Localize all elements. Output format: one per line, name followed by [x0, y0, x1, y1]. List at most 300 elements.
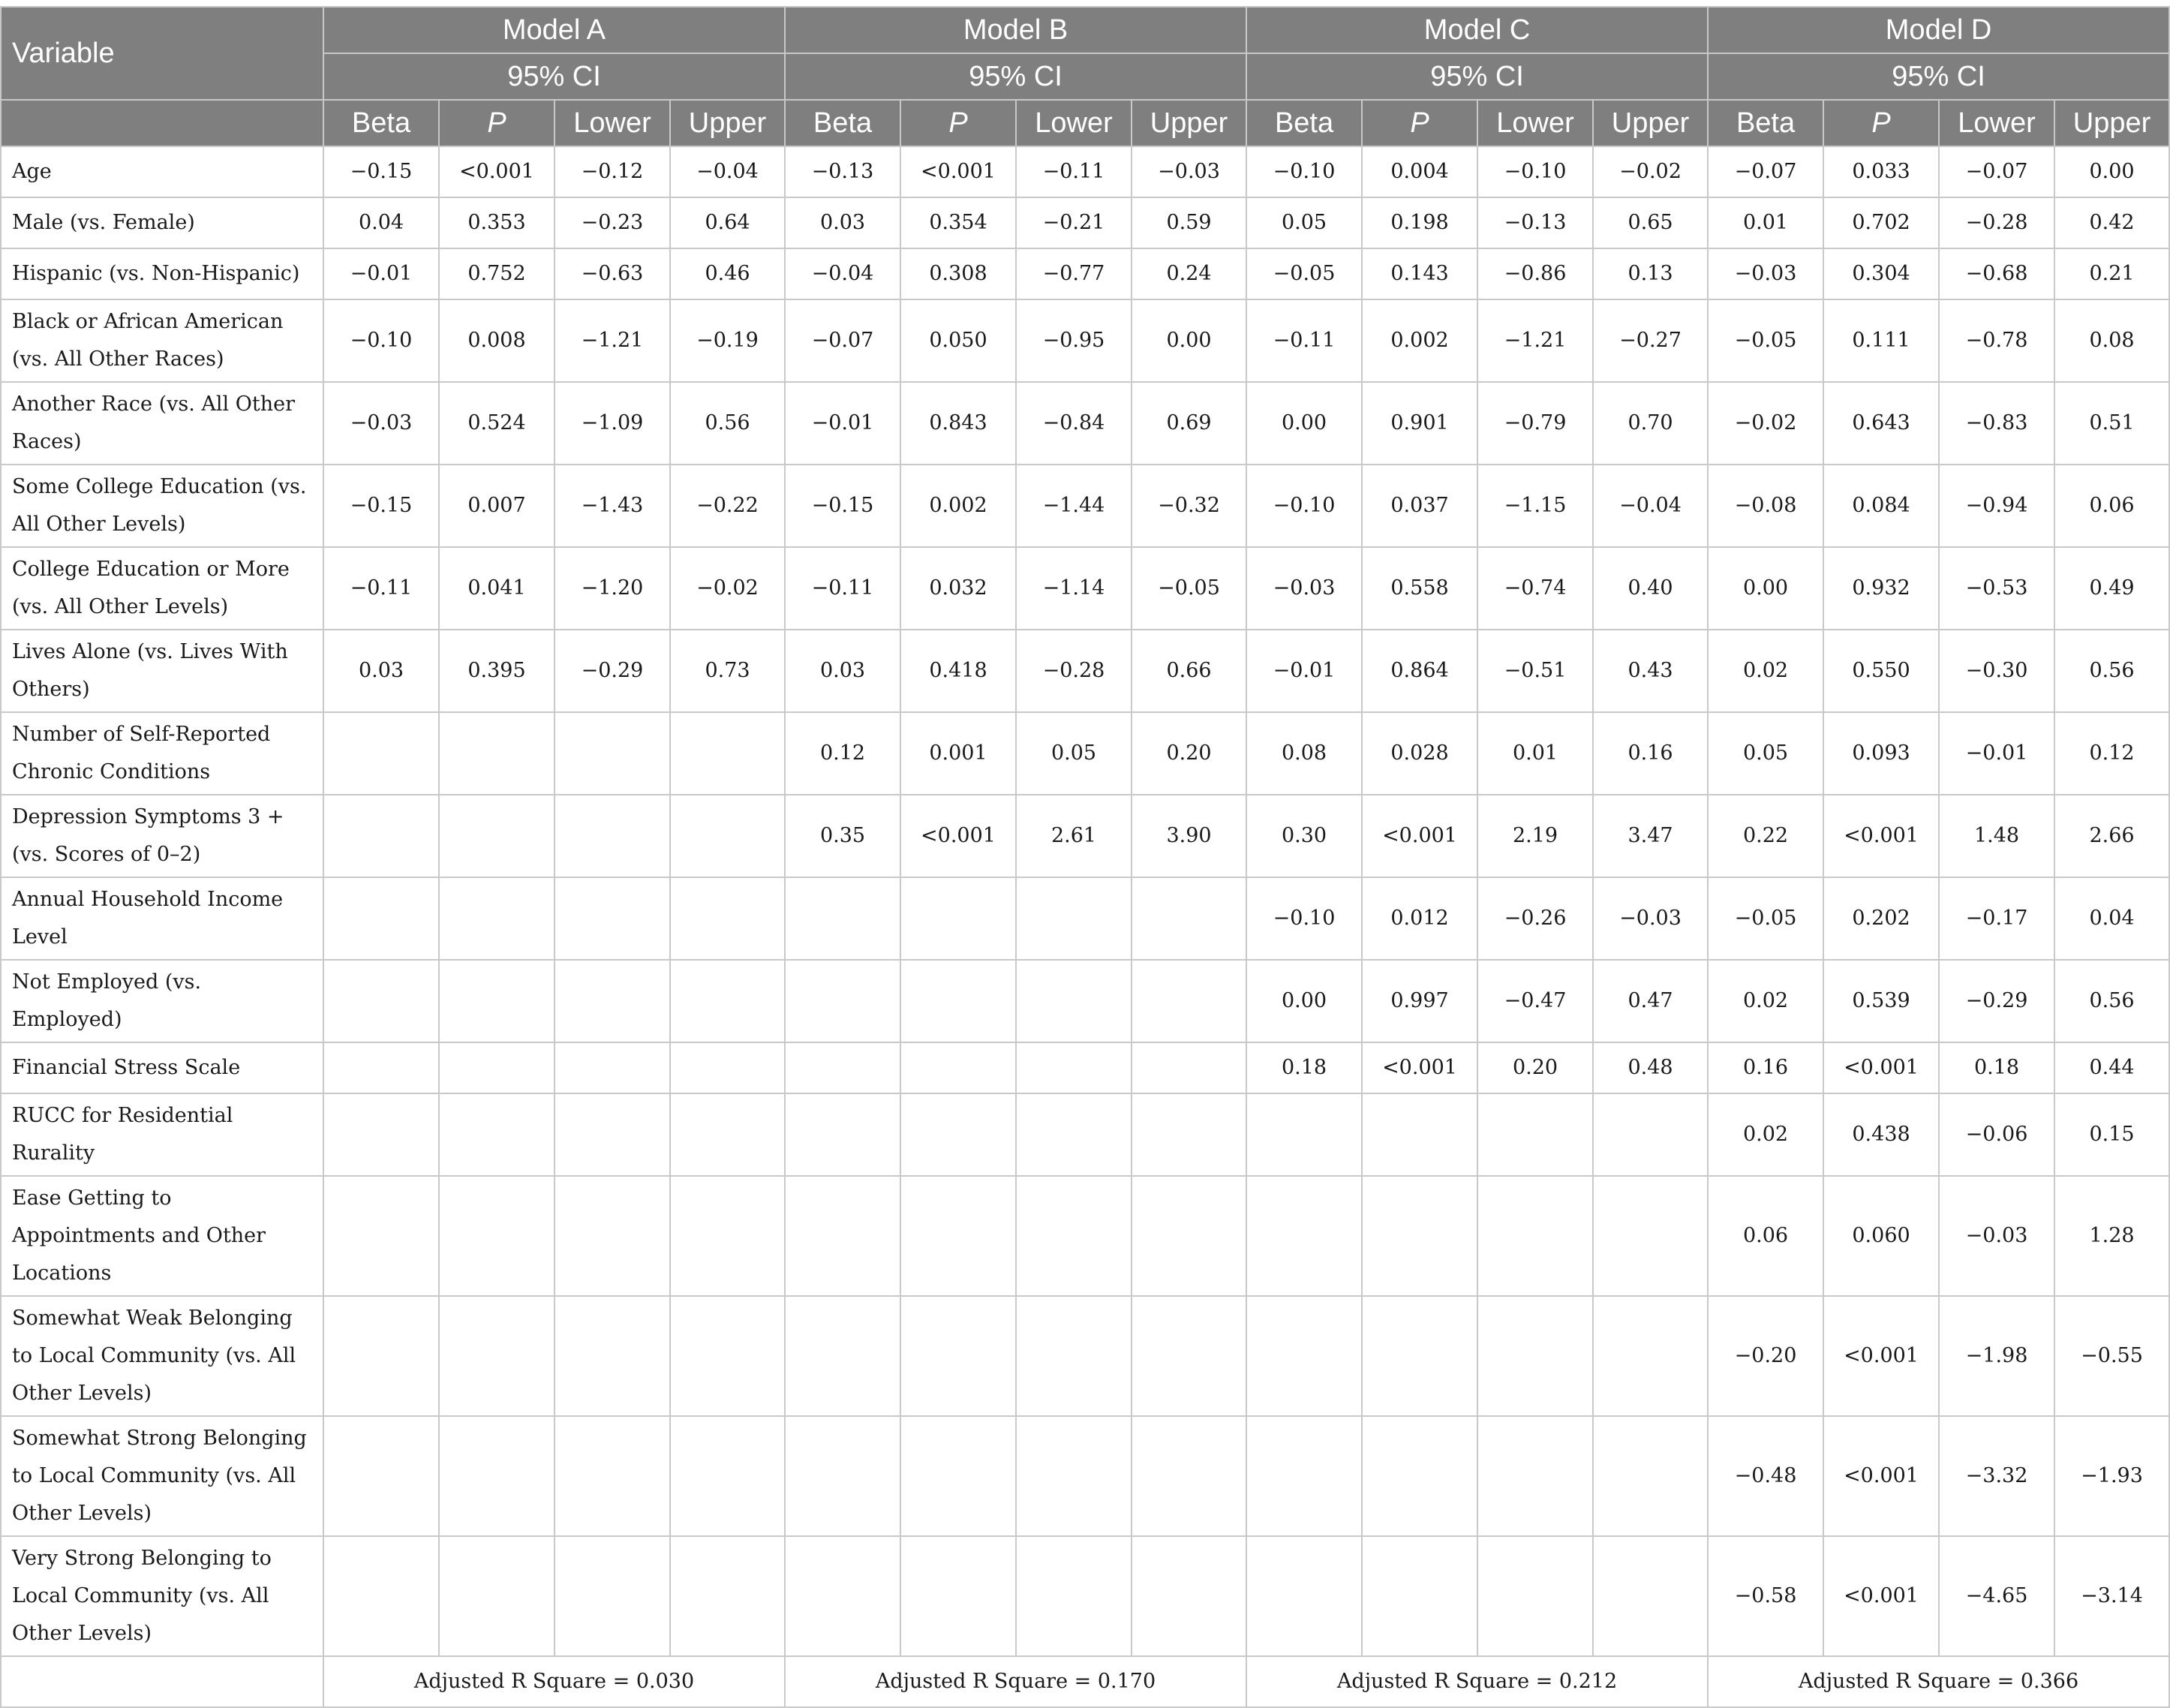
model-d-beta-cell: 0.02	[1708, 630, 1823, 712]
model-d-beta-cell: −0.05	[1708, 299, 1823, 382]
model-d-beta-cell: −0.48	[1708, 1416, 1823, 1536]
model-b-lower-cell: 2.61	[1016, 795, 1132, 877]
model-a-p-cell	[439, 1536, 555, 1656]
model-c-upper-cell: 0.43	[1593, 630, 1708, 712]
row-label: Very Strong Belonging to Local Community (vs. All Other Levels)	[1, 1536, 323, 1656]
model-d-beta-cell: 0.16	[1708, 1042, 1823, 1093]
ci-header: 95% CI	[1708, 53, 2169, 100]
model-c-beta-cell	[1246, 1093, 1362, 1176]
model-a-lower-cell	[555, 1093, 670, 1176]
model-c-beta-cell: 0.30	[1246, 795, 1362, 877]
model-b-lower-cell	[1016, 1416, 1132, 1536]
model-d-upper-cell: −0.55	[2054, 1296, 2169, 1416]
model-b-beta-cell	[785, 877, 900, 960]
model-d-upper-cell: 1.28	[2054, 1176, 2169, 1296]
model-b-upper-cell: −0.03	[1132, 146, 1246, 197]
model-b-lower-cell: −0.95	[1016, 299, 1132, 382]
model-a-beta-cell	[323, 1042, 439, 1093]
model-b-p-cell: 0.001	[900, 712, 1016, 795]
model-b-lower-cell: −0.11	[1016, 146, 1132, 197]
model-d-lower-cell: 0.18	[1939, 1042, 2054, 1093]
model-c-p-cell	[1362, 1536, 1477, 1656]
model-c-upper-cell: 0.13	[1593, 248, 1708, 299]
model-a-lower-cell	[555, 795, 670, 877]
model-c-p-cell: 0.558	[1362, 547, 1477, 630]
model-a-upper-cell	[670, 1296, 785, 1416]
model-b-upper-cell: 0.69	[1132, 382, 1246, 465]
model-b-beta-cell	[785, 1042, 900, 1093]
p-header	[439, 100, 555, 146]
model-d-upper-cell: 0.44	[2054, 1042, 2169, 1093]
table-row	[1, 877, 2169, 960]
model-b-lower-cell: 0.05	[1016, 712, 1132, 795]
model-c-lower-cell	[1477, 1416, 1593, 1536]
upper-header: Upper	[2054, 100, 2169, 146]
model-c-p-cell: 0.198	[1362, 197, 1477, 248]
table-row	[1, 630, 2169, 712]
model-d-beta-cell: −0.07	[1708, 146, 1823, 197]
model-a-beta-cell	[323, 1296, 439, 1416]
model-a-upper-cell	[670, 877, 785, 960]
model-b-beta-cell: 0.35	[785, 795, 900, 877]
model-c-p-cell: 0.901	[1362, 382, 1477, 465]
model-b-beta-cell: 0.12	[785, 712, 900, 795]
p-header-text: P	[1410, 107, 1429, 139]
upper-header: Upper	[670, 100, 785, 146]
model-d-p-cell: 0.111	[1823, 299, 1939, 382]
model-c-lower-cell	[1477, 1536, 1593, 1656]
model-c-beta-cell: −0.01	[1246, 630, 1362, 712]
model-c-lower-cell: −0.47	[1477, 960, 1593, 1042]
model-a-beta-cell: −0.11	[323, 547, 439, 630]
model-c-upper-cell	[1593, 1093, 1708, 1176]
model-a-lower-cell: −1.20	[555, 547, 670, 630]
model-b-lower-cell	[1016, 960, 1132, 1042]
model-b-p-cell: <0.001	[900, 146, 1016, 197]
model-d-beta-cell: −0.03	[1708, 248, 1823, 299]
model-c-upper-cell: −0.03	[1593, 877, 1708, 960]
model-a-lower-cell: −1.21	[555, 299, 670, 382]
model-c-upper-cell: 3.47	[1593, 795, 1708, 877]
model-b-upper-cell: 3.90	[1132, 795, 1246, 877]
beta-header: Beta	[1708, 100, 1823, 146]
model-b-lower-cell	[1016, 877, 1132, 960]
row-label: Number of Self-Reported Chronic Conditions	[1, 712, 323, 795]
table-row	[1, 960, 2169, 1042]
model-b-beta-cell: 0.03	[785, 197, 900, 248]
lower-header: Lower	[1477, 100, 1593, 146]
adjusted-r-square-a: Adjusted R Square = 0.030	[323, 1656, 785, 1707]
model-c-beta-cell: −0.05	[1246, 248, 1362, 299]
model-b-beta-cell	[785, 960, 900, 1042]
model-d-lower-cell: −0.03	[1939, 1176, 2054, 1296]
model-b-p-cell	[900, 1176, 1016, 1296]
model-d-p-cell: <0.001	[1823, 1296, 1939, 1416]
header-row-subcolumns	[1, 100, 2169, 146]
model-b-upper-cell	[1132, 1093, 1246, 1176]
table-row	[1, 197, 2169, 248]
model-d-beta-cell: 0.01	[1708, 197, 1823, 248]
upper-header: Upper	[1593, 100, 1708, 146]
row-label: Financial Stress Scale	[1, 1042, 323, 1093]
model-b-p-cell: 0.308	[900, 248, 1016, 299]
model-d-p-cell: <0.001	[1823, 1536, 1939, 1656]
model-b-beta-cell: −0.04	[785, 248, 900, 299]
model-d-p-cell: 0.060	[1823, 1176, 1939, 1296]
model-c-upper-cell	[1593, 1176, 1708, 1296]
model-d-p-cell: 0.550	[1823, 630, 1939, 712]
model-c-p-cell: 0.037	[1362, 465, 1477, 547]
model-b-lower-cell	[1016, 1093, 1132, 1176]
model-b-p-cell: 0.418	[900, 630, 1016, 712]
table-row	[1, 382, 2169, 465]
model-c-upper-cell	[1593, 1416, 1708, 1536]
p-header	[1362, 100, 1477, 146]
model-b-upper-cell: 0.59	[1132, 197, 1246, 248]
p-header	[1823, 100, 1939, 146]
model-b-beta-cell: −0.01	[785, 382, 900, 465]
model-c-p-cell	[1362, 1416, 1477, 1536]
model-a-beta-cell: −0.03	[323, 382, 439, 465]
model-d-beta-cell: 0.06	[1708, 1176, 1823, 1296]
row-label: Black or African American (vs. All Other Races)	[1, 299, 323, 382]
header-row-models	[1, 7, 2169, 53]
model-a-beta-cell: −0.15	[323, 146, 439, 197]
model-a-lower-cell	[555, 712, 670, 795]
model-a-p-cell: 0.524	[439, 382, 555, 465]
model-a-p-cell: <0.001	[439, 146, 555, 197]
model-c-p-cell: <0.001	[1362, 795, 1477, 877]
model-c-lower-cell: 0.01	[1477, 712, 1593, 795]
model-d-upper-cell: −1.93	[2054, 1416, 2169, 1536]
model-a-p-cell	[439, 1176, 555, 1296]
model-a-beta-cell: −0.01	[323, 248, 439, 299]
model-a-upper-cell: 0.46	[670, 248, 785, 299]
model-a-p-cell	[439, 877, 555, 960]
upper-header: Upper	[1132, 100, 1246, 146]
model-c-p-cell	[1362, 1176, 1477, 1296]
model-b-beta-cell	[785, 1093, 900, 1176]
model-a-p-cell	[439, 1416, 555, 1536]
table-row	[1, 712, 2169, 795]
table-row	[1, 1416, 2169, 1536]
ci-header: 95% CI	[1246, 53, 1708, 100]
model-b-p-cell	[900, 1536, 1016, 1656]
row-label: College Education or More (vs. All Other Levels)	[1, 547, 323, 630]
model-d-lower-cell: −0.68	[1939, 248, 2054, 299]
model-d-lower-cell: −0.53	[1939, 547, 2054, 630]
model-b-upper-cell	[1132, 960, 1246, 1042]
ci-header: 95% CI	[785, 53, 1246, 100]
model-d-beta-cell: 0.02	[1708, 960, 1823, 1042]
model-a-lower-cell	[555, 1536, 670, 1656]
model-d-beta-cell: 0.05	[1708, 712, 1823, 795]
model-d-p-cell: 0.202	[1823, 877, 1939, 960]
adjusted-r-square-b: Adjusted R Square = 0.170	[785, 1656, 1246, 1707]
model-d-lower-cell: −4.65	[1939, 1536, 2054, 1656]
model-b-upper-cell: 0.66	[1132, 630, 1246, 712]
model-b-upper-cell	[1132, 1296, 1246, 1416]
model-c-lower-cell: 0.20	[1477, 1042, 1593, 1093]
beta-header: Beta	[1246, 100, 1362, 146]
model-a-p-cell	[439, 1296, 555, 1416]
model-a-lower-cell: −1.09	[555, 382, 670, 465]
model-c-lower-cell: −0.26	[1477, 877, 1593, 960]
model-d-upper-cell: 0.04	[2054, 877, 2169, 960]
model-c-upper-cell: 0.47	[1593, 960, 1708, 1042]
model-c-lower-cell: −0.13	[1477, 197, 1593, 248]
table-row	[1, 547, 2169, 630]
model-a-beta-cell	[323, 1176, 439, 1296]
model-a-beta-cell: 0.03	[323, 630, 439, 712]
model-b-p-cell: 0.843	[900, 382, 1016, 465]
model-c-lower-cell	[1477, 1176, 1593, 1296]
model-a-lower-cell: −0.12	[555, 146, 670, 197]
model-c-upper-cell: 0.48	[1593, 1042, 1708, 1093]
model-c-upper-cell: 0.65	[1593, 197, 1708, 248]
model-b-beta-cell	[785, 1176, 900, 1296]
model-c-p-cell	[1362, 1296, 1477, 1416]
model-d-p-cell: 0.702	[1823, 197, 1939, 248]
model-b-lower-cell: −1.14	[1016, 547, 1132, 630]
table-row	[1, 248, 2169, 299]
row-label: Depression Symptoms 3 + (vs. Scores of 0–2)	[1, 795, 323, 877]
model-d-upper-cell: 0.56	[2054, 630, 2169, 712]
model-c-p-cell: 0.997	[1362, 960, 1477, 1042]
model-d-p-cell: <0.001	[1823, 1042, 1939, 1093]
model-c-p-cell: 0.002	[1362, 299, 1477, 382]
model-a-upper-cell	[670, 960, 785, 1042]
model-b-beta-cell	[785, 1296, 900, 1416]
model-c-upper-cell: −0.04	[1593, 465, 1708, 547]
model-c-p-cell	[1362, 1093, 1477, 1176]
model-d-upper-cell: 0.56	[2054, 960, 2169, 1042]
model-b-lower-cell: −0.77	[1016, 248, 1132, 299]
row-label: Lives Alone (vs. Lives With Others)	[1, 630, 323, 712]
row-label: Some College Education (vs. All Other Levels)	[1, 465, 323, 547]
model-d-p-cell: 0.438	[1823, 1093, 1939, 1176]
table-header	[1, 7, 2169, 146]
model-a-lower-cell: −1.43	[555, 465, 670, 547]
table-row	[1, 1042, 2169, 1093]
model-b-upper-cell: −0.32	[1132, 465, 1246, 547]
model-b-upper-cell	[1132, 1176, 1246, 1296]
model-d-lower-cell: −0.30	[1939, 630, 2054, 712]
model-d-beta-cell: −0.20	[1708, 1296, 1823, 1416]
model-b-upper-cell	[1132, 877, 1246, 960]
model-b-lower-cell: −0.84	[1016, 382, 1132, 465]
row-label: Age	[1, 146, 323, 197]
model-d-lower-cell: −0.29	[1939, 960, 2054, 1042]
model-d-upper-cell: 0.42	[2054, 197, 2169, 248]
table-row	[1, 1296, 2169, 1416]
model-c-lower-cell: −0.79	[1477, 382, 1593, 465]
model-b-p-cell: 0.032	[900, 547, 1016, 630]
model-d-lower-cell: −0.94	[1939, 465, 2054, 547]
model-b-beta-cell	[785, 1536, 900, 1656]
model-b-beta-cell: 0.03	[785, 630, 900, 712]
model-a-lower-cell	[555, 1176, 670, 1296]
model-b-lower-cell: −0.28	[1016, 630, 1132, 712]
model-a-upper-cell	[670, 795, 785, 877]
model-b-p-cell	[900, 1093, 1016, 1176]
model-c-upper-cell: −0.27	[1593, 299, 1708, 382]
model-a-lower-cell	[555, 877, 670, 960]
model-d-lower-cell: 1.48	[1939, 795, 2054, 877]
model-c-beta-cell: 0.08	[1246, 712, 1362, 795]
model-d-lower-cell: −0.78	[1939, 299, 2054, 382]
row-label: Not Employed (vs. Employed)	[1, 960, 323, 1042]
table-body	[1, 146, 2169, 1707]
lower-header: Lower	[1939, 100, 2054, 146]
model-c-lower-cell: −1.15	[1477, 465, 1593, 547]
model-b-upper-cell: −0.05	[1132, 547, 1246, 630]
model-b-p-cell: 0.002	[900, 465, 1016, 547]
lower-header: Lower	[555, 100, 670, 146]
model-c-beta-cell: −0.11	[1246, 299, 1362, 382]
model-d-lower-cell: −3.32	[1939, 1416, 2054, 1536]
model-d-lower-cell: −0.07	[1939, 146, 2054, 197]
model-a-beta-cell	[323, 1536, 439, 1656]
model-c-upper-cell: −0.02	[1593, 146, 1708, 197]
model-d-beta-cell: −0.05	[1708, 877, 1823, 960]
model-d-p-cell: <0.001	[1823, 795, 1939, 877]
table-row	[1, 465, 2169, 547]
model-b-upper-cell	[1132, 1042, 1246, 1093]
model-d-beta-cell: −0.58	[1708, 1536, 1823, 1656]
model-c-p-cell: 0.864	[1362, 630, 1477, 712]
model-a-p-cell: 0.752	[439, 248, 555, 299]
row-label: Somewhat Strong Belonging to Local Community (vs. All Other Levels)	[1, 1416, 323, 1536]
model-b-beta-cell: −0.13	[785, 146, 900, 197]
model-c-lower-cell: −0.51	[1477, 630, 1593, 712]
model-b-lower-cell: −1.44	[1016, 465, 1132, 547]
model-c-lower-cell	[1477, 1093, 1593, 1176]
model-c-p-cell: 0.012	[1362, 877, 1477, 960]
model-d-lower-cell: −0.83	[1939, 382, 2054, 465]
model-a-beta-cell	[323, 960, 439, 1042]
model-a-upper-cell	[670, 712, 785, 795]
header-spacer	[1, 100, 323, 146]
adjusted-r-square-c: Adjusted R Square = 0.212	[1246, 1656, 1708, 1707]
model-b-p-cell	[900, 877, 1016, 960]
model-a-lower-cell: −0.29	[555, 630, 670, 712]
model-b-upper-cell: 0.24	[1132, 248, 1246, 299]
model-b-p-cell: 0.050	[900, 299, 1016, 382]
model-c-lower-cell: −0.74	[1477, 547, 1593, 630]
model-a-lower-cell	[555, 1416, 670, 1536]
model-c-beta-cell: −0.10	[1246, 146, 1362, 197]
model-d-lower-cell: −0.01	[1939, 712, 2054, 795]
model-b-p-cell: <0.001	[900, 795, 1016, 877]
lower-header: Lower	[1016, 100, 1132, 146]
model-d-lower-cell: −0.17	[1939, 877, 2054, 960]
p-header-text: P	[1871, 107, 1891, 139]
model-d-upper-cell: 0.51	[2054, 382, 2169, 465]
model-a-upper-cell: −0.22	[670, 465, 785, 547]
model-c-lower-cell: −0.86	[1477, 248, 1593, 299]
model-a-p-cell: 0.041	[439, 547, 555, 630]
p-header	[900, 100, 1016, 146]
model-b-lower-cell	[1016, 1042, 1132, 1093]
model-a-upper-cell	[670, 1042, 785, 1093]
model-b-upper-cell: 0.00	[1132, 299, 1246, 382]
model-b-p-cell: 0.354	[900, 197, 1016, 248]
model-a-upper-cell: −0.04	[670, 146, 785, 197]
model-c-beta-cell	[1246, 1416, 1362, 1536]
model-c-beta-cell: −0.03	[1246, 547, 1362, 630]
model-b-lower-cell	[1016, 1536, 1132, 1656]
header-row-ci	[1, 53, 2169, 100]
model-c-upper-cell	[1593, 1296, 1708, 1416]
table-row	[1, 795, 2169, 877]
model-d-upper-cell: 0.12	[2054, 712, 2169, 795]
row-label: Somewhat Weak Belonging to Local Community (vs. All Other Levels)	[1, 1296, 323, 1416]
row-label: Ease Getting to Appointments and Other Locations	[1, 1176, 323, 1296]
model-d-upper-cell: 0.00	[2054, 146, 2169, 197]
model-c-beta-cell	[1246, 1536, 1362, 1656]
model-c-header: Model C	[1246, 7, 1708, 53]
table-row	[1, 1093, 2169, 1176]
model-c-lower-cell: −0.10	[1477, 146, 1593, 197]
model-b-lower-cell	[1016, 1296, 1132, 1416]
model-c-beta-cell	[1246, 1176, 1362, 1296]
model-a-beta-cell	[323, 795, 439, 877]
model-a-upper-cell: 0.64	[670, 197, 785, 248]
model-a-upper-cell: −0.19	[670, 299, 785, 382]
model-c-lower-cell	[1477, 1296, 1593, 1416]
model-a-beta-cell: −0.15	[323, 465, 439, 547]
model-d-upper-cell: 2.66	[2054, 795, 2169, 877]
model-c-upper-cell	[1593, 1536, 1708, 1656]
model-a-p-cell: 0.007	[439, 465, 555, 547]
model-c-upper-cell: 0.40	[1593, 547, 1708, 630]
model-a-p-cell: 0.353	[439, 197, 555, 248]
row-label: Annual Household Income Level	[1, 877, 323, 960]
summary-row	[1, 1656, 2169, 1707]
model-b-beta-cell	[785, 1416, 900, 1536]
model-d-beta-cell: −0.02	[1708, 382, 1823, 465]
model-c-lower-cell: 2.19	[1477, 795, 1593, 877]
model-d-p-cell: 0.084	[1823, 465, 1939, 547]
model-b-p-cell	[900, 1042, 1016, 1093]
model-b-upper-cell	[1132, 1536, 1246, 1656]
model-d-p-cell: 0.539	[1823, 960, 1939, 1042]
model-d-beta-cell: 0.00	[1708, 547, 1823, 630]
model-d-header: Model D	[1708, 7, 2169, 53]
model-a-upper-cell	[670, 1093, 785, 1176]
table-row	[1, 1176, 2169, 1296]
model-a-beta-cell	[323, 1093, 439, 1176]
model-d-upper-cell: 0.21	[2054, 248, 2169, 299]
model-c-p-cell: 0.143	[1362, 248, 1477, 299]
row-label: Male (vs. Female)	[1, 197, 323, 248]
model-b-p-cell	[900, 1296, 1016, 1416]
model-d-p-cell: 0.304	[1823, 248, 1939, 299]
model-b-beta-cell: −0.07	[785, 299, 900, 382]
row-label: Another Race (vs. All Other Races)	[1, 382, 323, 465]
row-label: RUCC for Residential Rurality	[1, 1093, 323, 1176]
model-a-beta-cell	[323, 1416, 439, 1536]
model-d-p-cell: 0.932	[1823, 547, 1939, 630]
model-a-p-cell	[439, 712, 555, 795]
model-a-upper-cell: 0.56	[670, 382, 785, 465]
model-a-lower-cell: −0.23	[555, 197, 670, 248]
model-a-p-cell	[439, 960, 555, 1042]
model-a-beta-cell: 0.04	[323, 197, 439, 248]
ci-header: 95% CI	[323, 53, 785, 100]
model-a-p-cell	[439, 1093, 555, 1176]
